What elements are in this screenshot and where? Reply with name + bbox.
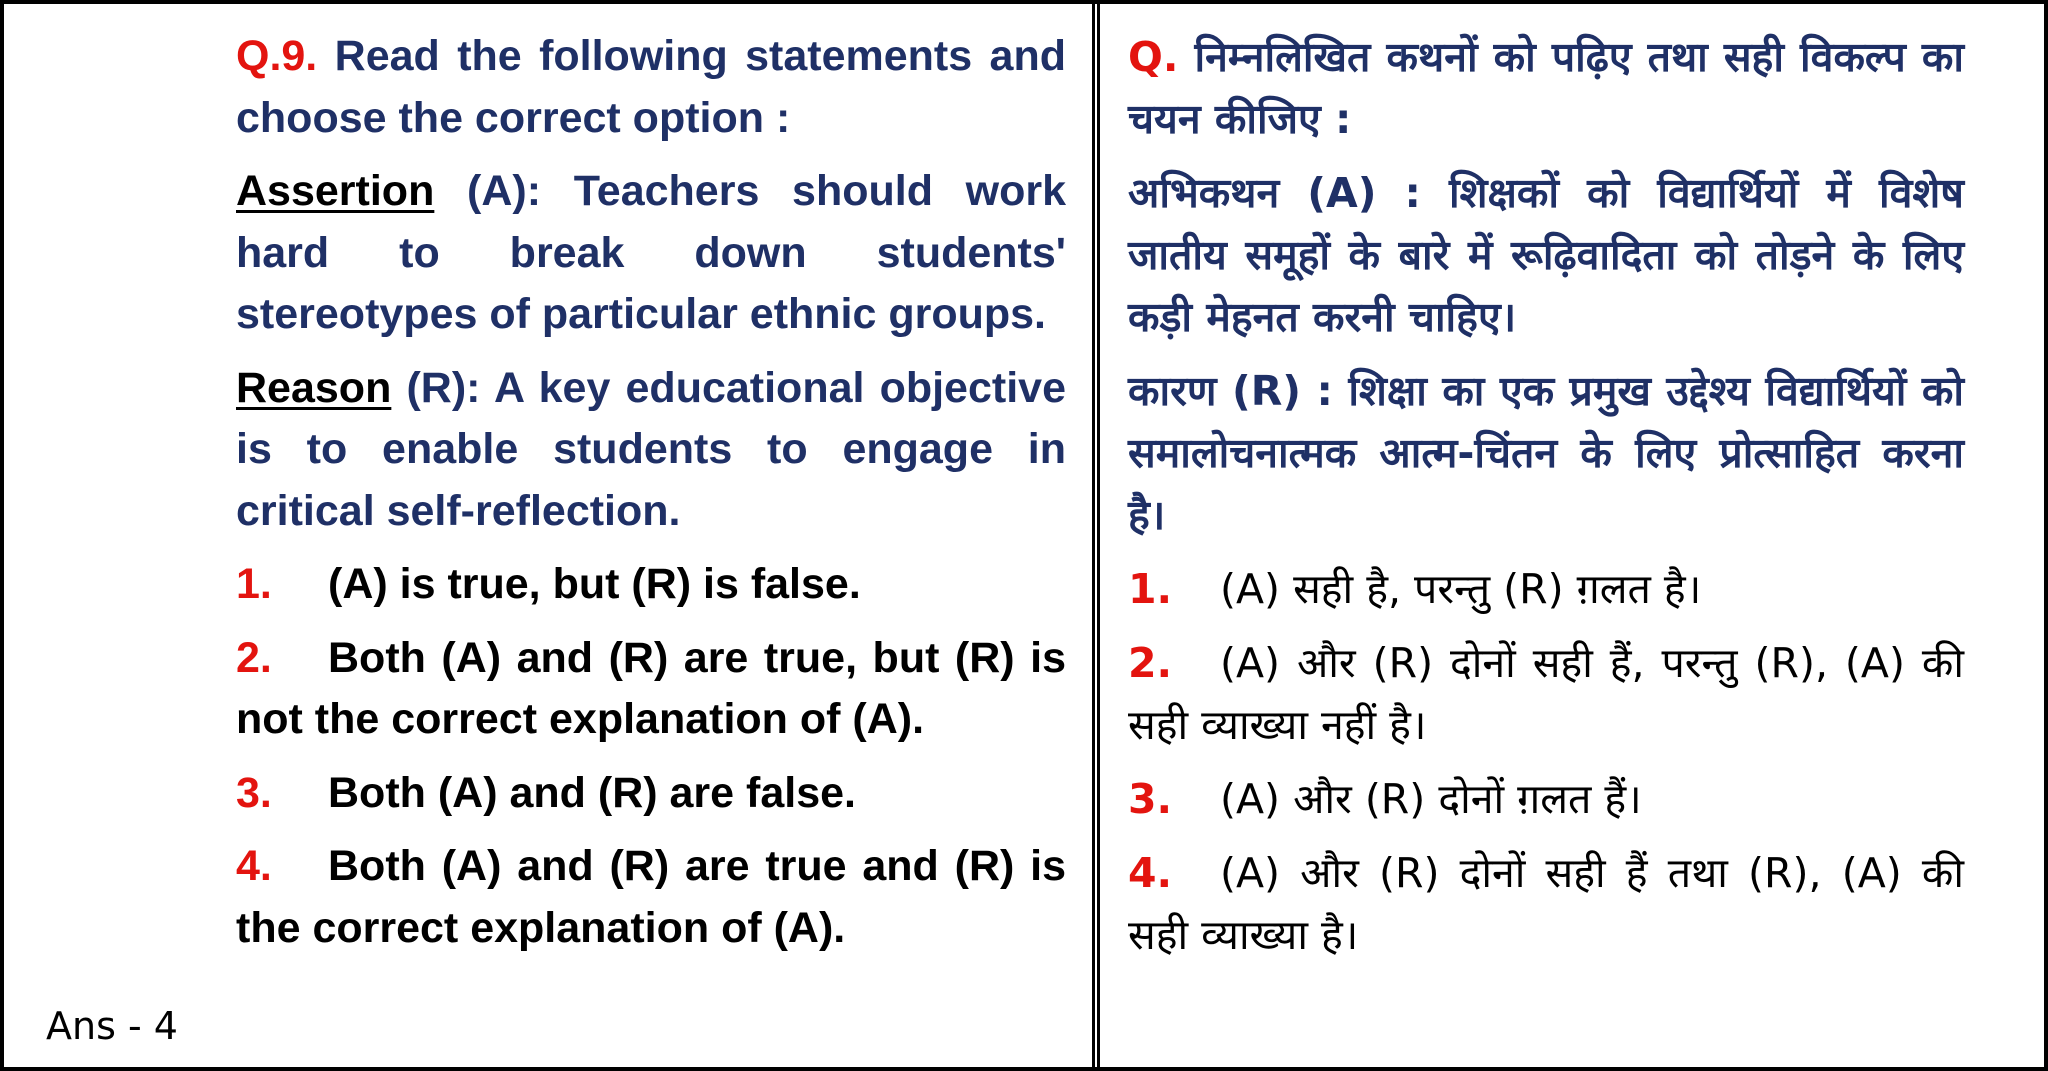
- reason-text-en: (R): A key educational objective is to enable students to engage in critical self-reflection.: [236, 363, 1066, 535]
- option-4-hi: [1128, 842, 1964, 966]
- assertion-label-en: Assertion: [236, 167, 435, 215]
- question-stem-hi: [1128, 26, 1964, 150]
- option-text: Both (A) and (R) are true, but (R) is not the correct explanation of (A).: [236, 633, 1066, 743]
- option-text: Both (A) and (R) are true and (R) is the correct explanation of (A).: [236, 842, 1066, 952]
- question-number-hi: Q.: [1128, 33, 1179, 81]
- option-number: 1.: [236, 560, 272, 608]
- option-text: (A) और (R) दोनों सही हैं, परन्तु (R), (A) की सही व्याख्या नहीं है।: [1128, 639, 1964, 749]
- option-number: 4.: [236, 842, 272, 890]
- option-number: 1.: [1128, 565, 1173, 613]
- option-1-en: [236, 554, 1066, 616]
- option-number: 2.: [1128, 639, 1173, 687]
- question-number-en: Q.9.: [236, 32, 318, 80]
- option-text: (A) और (R) दोनों ग़लत हैं।: [1220, 775, 1642, 823]
- option-number: 2.: [236, 633, 272, 682]
- option-1-hi: [1128, 558, 1964, 620]
- column-divider: [1092, 0, 1100, 1071]
- question-stem-en: [236, 26, 1066, 149]
- question-text-hi: निम्नलिखित कथनों को पढ़िए तथा सही विकल्प का चयन कीजिए :: [1128, 33, 1964, 143]
- reason-en: [236, 358, 1066, 543]
- option-2-hi: [1128, 632, 1964, 756]
- option-2-en: [236, 628, 1066, 751]
- assertion-text-en: (A): Teachers should work hard to break down students' stereotypes of particular ethnic groups.: [236, 167, 1066, 338]
- option-3-en: [236, 763, 1066, 825]
- english-column: [236, 26, 1066, 971]
- assertion-en: [236, 161, 1066, 346]
- option-text: (A) और (R) दोनों सही हैं तथा (R), (A) की सही व्याख्या है।: [1128, 849, 1964, 959]
- hindi-column: [1128, 26, 1964, 978]
- option-text: (A) is true, but (R) is false.: [328, 560, 861, 608]
- question-text-en: Read the following statements and choose the correct option :: [236, 32, 1066, 142]
- option-text: Both (A) and (R) are false.: [328, 768, 856, 817]
- option-number: 4.: [1128, 849, 1173, 897]
- reason-label-en: Reason: [236, 363, 392, 412]
- option-3-hi: [1128, 768, 1964, 830]
- reason-hi: कारण (R) : शिक्षा का एक प्रमुख उद्देश्य विद्यार्थियों को समालोचनात्मक आत्म-चिंतन के लिए प्रोत्साहित करना है।: [1128, 367, 1964, 539]
- option-text: (A) सही है, परन्तु (R) ग़लत है।: [1220, 565, 1702, 613]
- option-4-en: [236, 836, 1066, 959]
- answer-label: Ans - 4: [46, 1004, 178, 1048]
- option-number: 3.: [1128, 775, 1173, 823]
- assertion-hi: अभिकथन (A) : शिक्षकों को विद्यार्थियों में विशेष जातीय समूहों के बारे में रूढ़िवादिता को तोड़ने के लिए कड़ी मेहनत करनी चाहिए।: [1128, 169, 1964, 341]
- option-number: 3.: [236, 768, 272, 817]
